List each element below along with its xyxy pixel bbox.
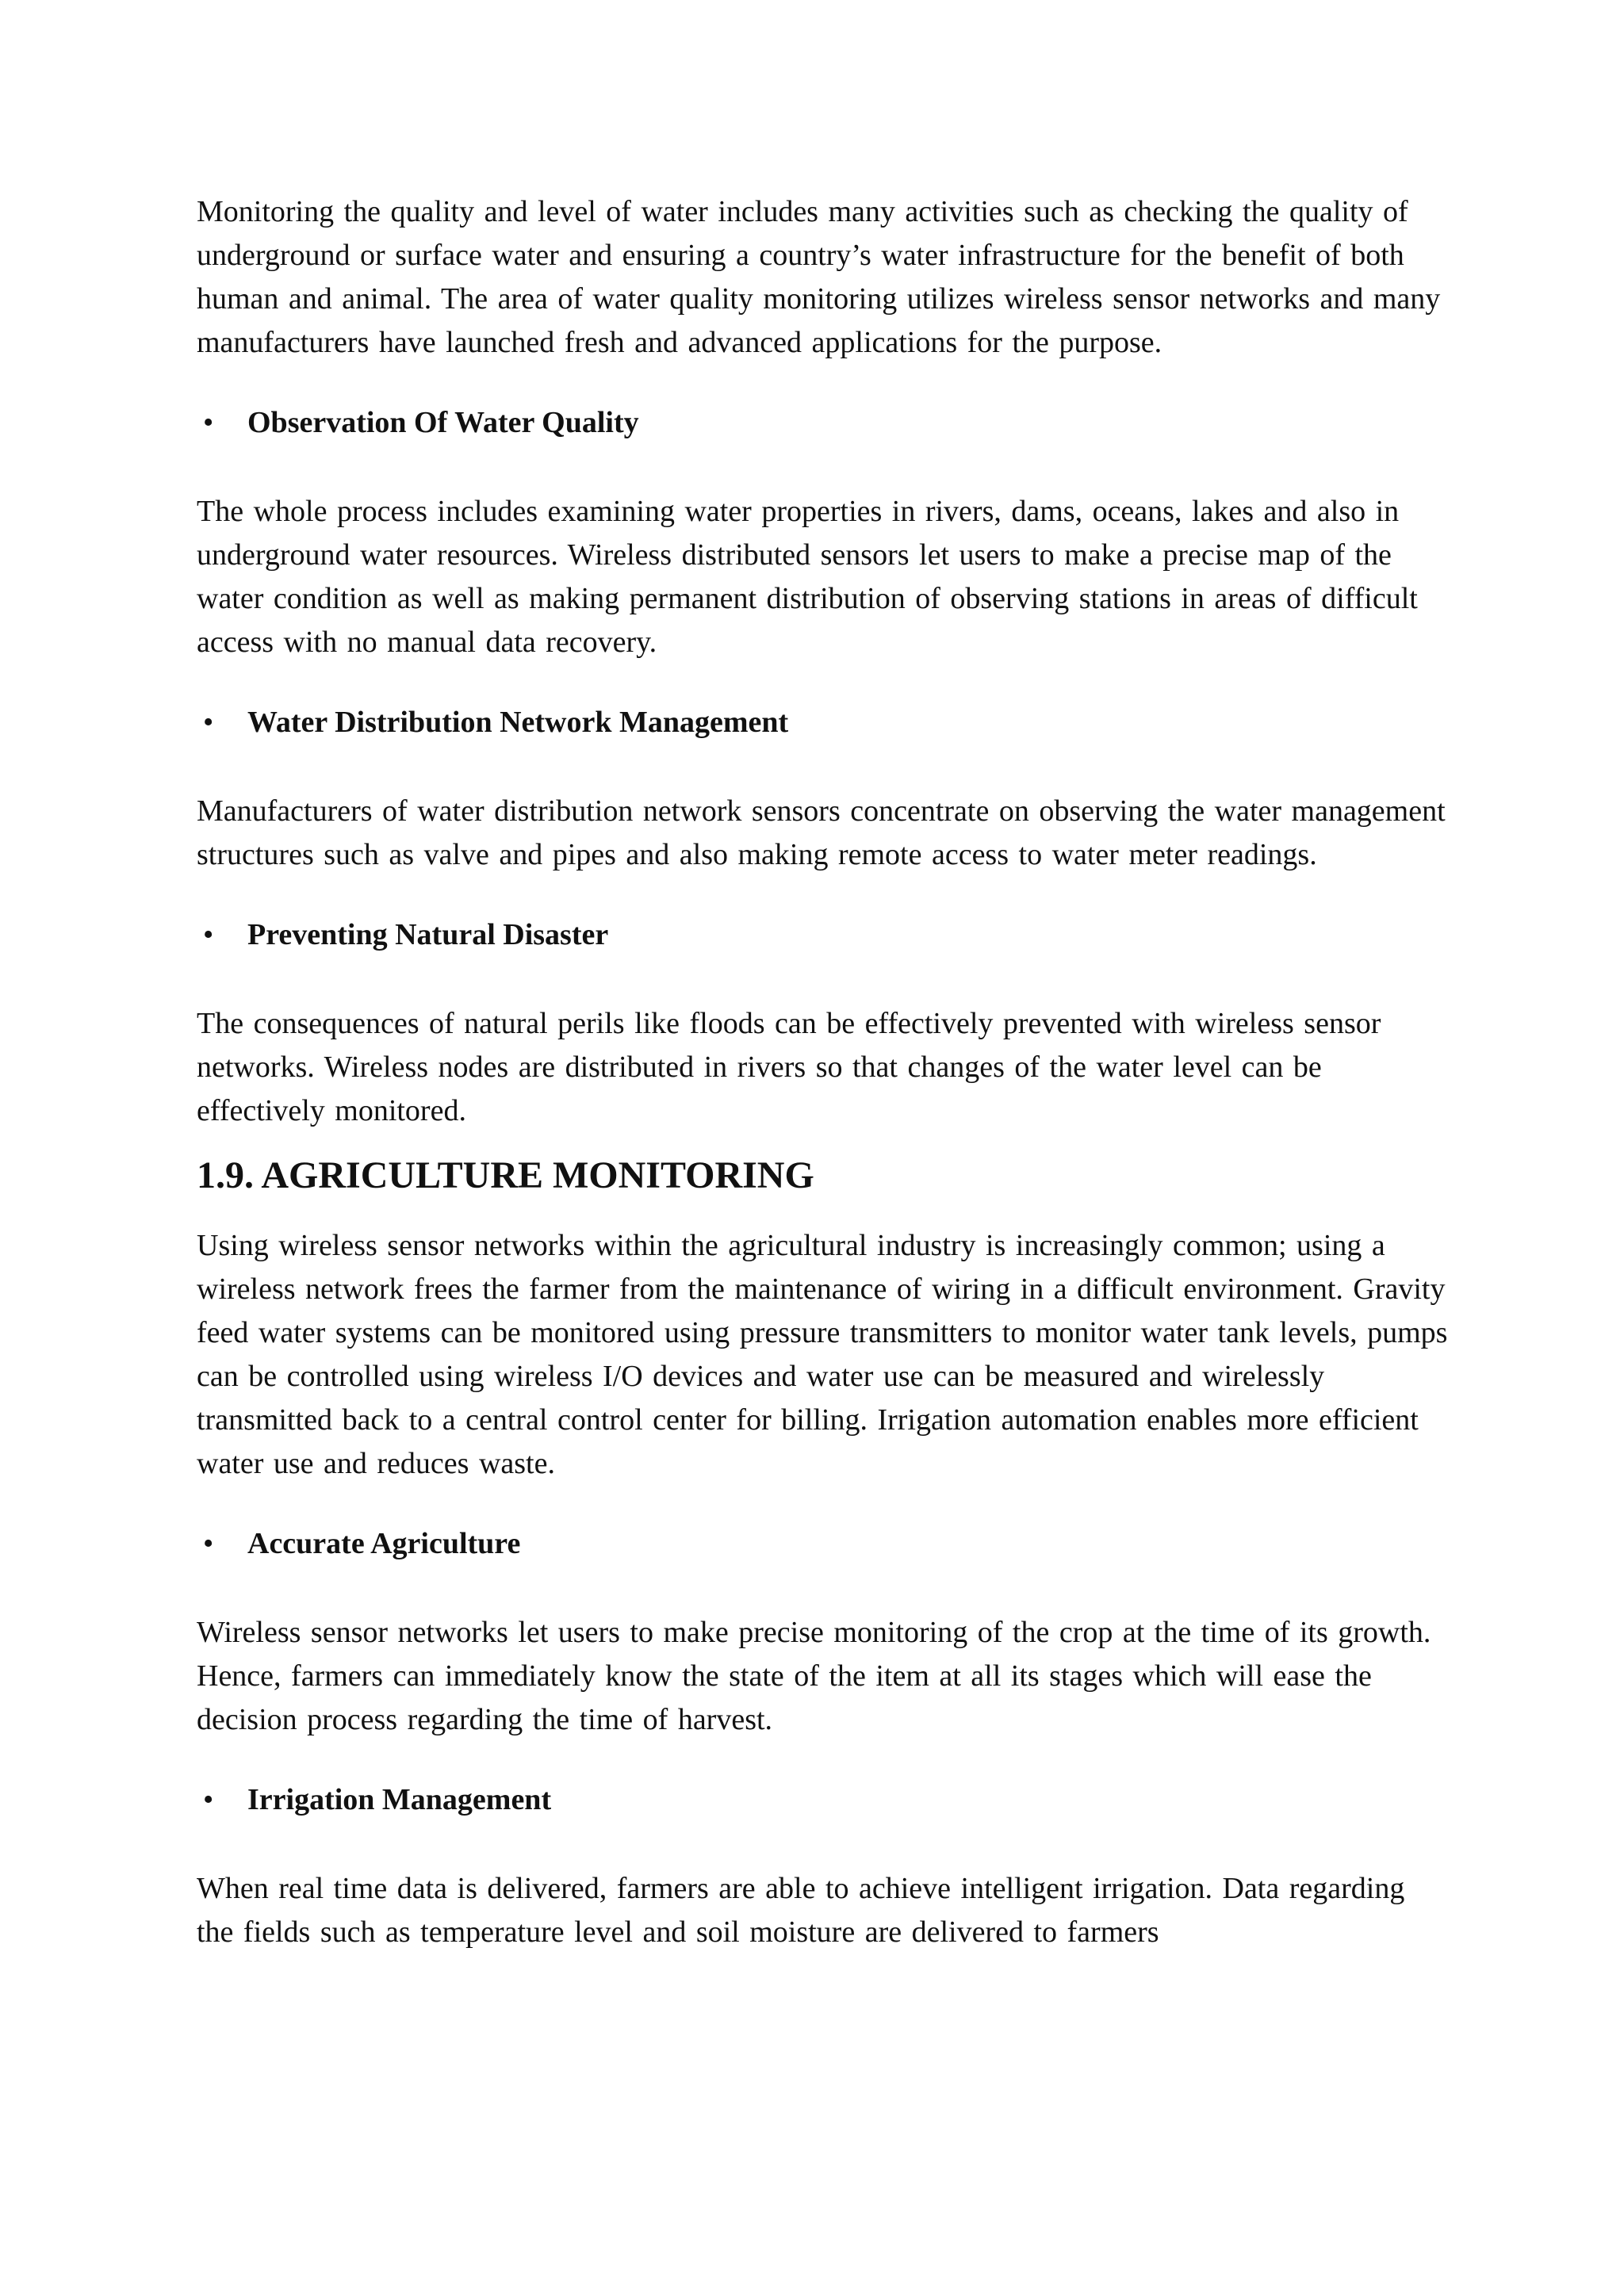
- bullet-icon: •: [203, 1527, 214, 1560]
- bullet-heading-text: Irrigation Management: [247, 1783, 552, 1816]
- section-heading-agriculture: 1.9. AGRICULTURE MONITORING: [197, 1154, 814, 1196]
- bullet-heading-irrigation: [197, 1778, 1450, 1822]
- intro-paragraph: Monitoring the quality and level of water includes many activities such as checking the quality of underground or surface water and ensuring a country’s water infrastructure for the benefit of both human and animal. The area of water quality monitoring utilizes wireless sensor networks and many manufacturers have launched fresh and advanced applications for the purpose.: [197, 195, 1441, 359]
- body-paragraph-irrigation: When real time data is delivered, farmers are able to achieve intelligent irrigation. Data regarding the fields such as temperature level and soil moisture are delivered to farmers: [197, 1872, 1405, 1949]
- agriculture-intro-paragraph: Using wireless sensor networks within the agricultural industry is increasingly common; using a wireless network frees the farmer from the maintenance of wiring in a difficult environment. Gravity feed water systems can be monitored using pressure transmitters to monitor water tank levels, pumps can be controlled using wireless I/O devices and water use can be measured and wirelessly transmitted back to a central control center for billing. Irrigation automation enables more efficient water use and reduces waste.: [197, 1229, 1448, 1480]
- bullet-icon: •: [203, 706, 214, 739]
- bullet-icon: •: [203, 918, 214, 951]
- bullet-heading-text: Accurate Agriculture: [247, 1527, 521, 1560]
- body-paragraph-disaster: The consequences of natural perils like floods can be effectively prevented with wireless sensor networks. Wireless nodes are distributed in rivers so that changes of the water level can be effectively monitored.: [197, 1007, 1381, 1127]
- bullet-heading-text: Preventing Natural Disaster: [247, 918, 609, 951]
- bullet-icon: •: [203, 1783, 214, 1816]
- bullet-heading-water-quality: [197, 401, 1450, 445]
- bullet-heading-disaster: [197, 913, 1450, 957]
- bullet-heading-text: Observation Of Water Quality: [247, 406, 639, 439]
- body-paragraph-accurate-agriculture: Wireless sensor networks let users to make precise monitoring of the crop at the time of its growth. Hence, farmers can immediately know the state of the item at all its stages which will ease the decision process regarding the time of harvest.: [197, 1616, 1431, 1736]
- page-content: [197, 190, 1450, 1954]
- body-paragraph-distribution: Manufacturers of water distribution network sensors concentrate on observing the water management structures such as valve and pipes and also making remote access to water meter readings.: [197, 794, 1446, 871]
- bullet-heading-text: Water Distribution Network Management: [247, 706, 789, 739]
- body-paragraph-water-quality: The whole process includes examining water properties in rivers, dams, oceans, lakes and also in underground water resources. Wireless distributed sensors let users to make a precise map of the water condition as well as making permanent distribution of observing stations in areas of difficult access with no manual data recovery.: [197, 495, 1418, 659]
- bullet-heading-distribution: [197, 701, 1450, 744]
- bullet-icon: •: [203, 406, 214, 439]
- bullet-heading-accurate-agriculture: [197, 1522, 1450, 1566]
